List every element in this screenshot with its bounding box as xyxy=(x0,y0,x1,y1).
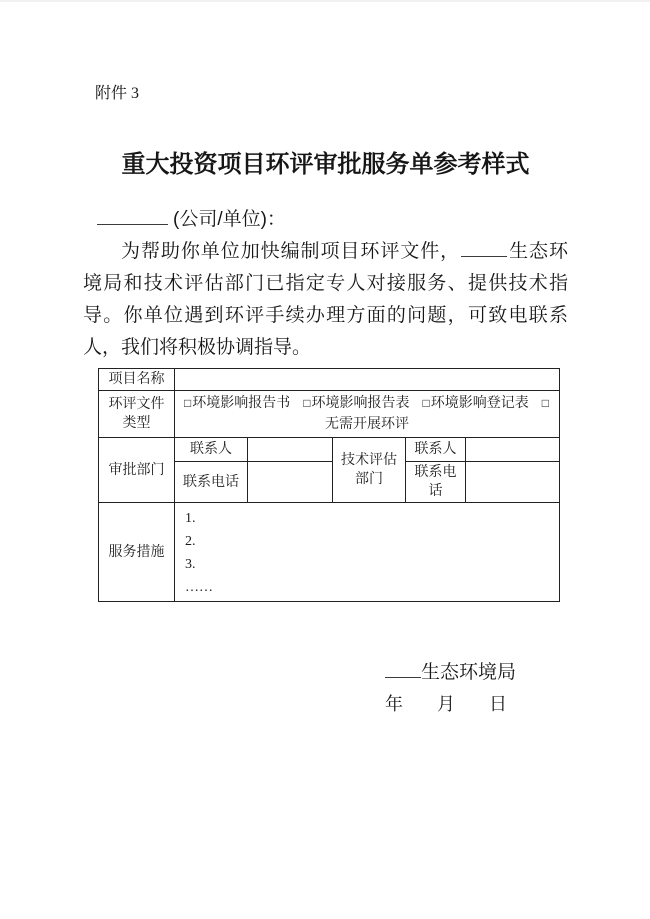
bureau-name-blank-field[interactable] xyxy=(461,239,507,257)
service-measure-line: 3. xyxy=(185,557,196,572)
tech-phone-value-cell[interactable] xyxy=(466,462,560,503)
salutation-text: (公司/单位)： xyxy=(173,209,286,230)
checkbox-icon[interactable]: □ xyxy=(541,396,550,410)
doc-type-option-label: 无需开展环评 xyxy=(325,417,410,432)
doc-type-option xyxy=(184,396,290,411)
approval-phone-label: 联系电话 xyxy=(175,462,248,503)
tech-phone-label: 联系电话 xyxy=(406,462,466,503)
approval-contact-label: 联系人 xyxy=(175,438,248,462)
document-title: 重大投资项目环评审批服务单参考样式 xyxy=(121,151,530,178)
date-month-label: 月 xyxy=(437,694,455,714)
doc-type-option xyxy=(423,396,529,411)
service-measure-line: 1. xyxy=(185,511,196,526)
signature-org-name: 生态环境局 xyxy=(421,662,517,683)
intro-text-before-blank: 为帮助你单位加快编制项目环评文件， xyxy=(121,241,461,262)
company-name-blank-field[interactable] xyxy=(97,207,168,225)
approval-contact-value-cell[interactable] xyxy=(248,438,333,462)
table-row xyxy=(99,369,560,391)
doc-type-option-label: 环境影响报告书 xyxy=(192,396,291,411)
table-row xyxy=(99,391,560,438)
doc-type-option-label: 环境影响报告表 xyxy=(311,396,410,411)
signature-org-blank-field[interactable] xyxy=(385,661,421,678)
doc-type-options-cell xyxy=(175,391,560,438)
checkbox-icon[interactable]: □ xyxy=(303,396,311,410)
service-measures-cell[interactable] xyxy=(175,503,560,602)
attachment-label: 附件 3 xyxy=(95,85,140,102)
doc-type-option-label: 环境影响登记表 xyxy=(430,396,529,411)
signature-block xyxy=(385,660,517,717)
approval-dept-label: 审批部门 xyxy=(99,438,175,503)
intro-text-after-blank: 生态环境局和技术评估部门已指定专人对接服务、提供技术指导。你单位遇到环评手续办理方面的问题，可致电联系人，我们将积极协调指导。 xyxy=(83,241,568,358)
service-form-table xyxy=(98,368,560,602)
approval-phone-value-cell[interactable] xyxy=(248,462,333,503)
doc-type-option xyxy=(303,396,409,411)
checkbox-icon[interactable]: □ xyxy=(422,396,430,410)
doc-type-label: 环评文件类型 xyxy=(99,391,175,438)
project-name-label: 项目名称 xyxy=(99,369,175,391)
checkbox-icon[interactable]: □ xyxy=(184,396,192,410)
signature-date-line xyxy=(385,691,507,717)
signature-org-line xyxy=(385,660,517,686)
date-day-label: 日 xyxy=(489,694,507,714)
salutation-line xyxy=(83,204,568,236)
date-year-label: 年 xyxy=(385,694,403,714)
tech-dept-label: 技术评估部门 xyxy=(333,438,406,503)
project-name-value-cell[interactable] xyxy=(175,369,560,391)
table-row xyxy=(99,438,560,462)
service-measures-label: 服务措施 xyxy=(99,503,175,602)
intro-paragraph xyxy=(83,236,568,364)
service-measure-line: …… xyxy=(185,580,213,595)
tech-contact-value-cell[interactable] xyxy=(466,438,560,462)
service-measure-line: 2. xyxy=(185,534,196,549)
table-row xyxy=(99,503,560,602)
tech-contact-label: 联系人 xyxy=(406,438,466,462)
